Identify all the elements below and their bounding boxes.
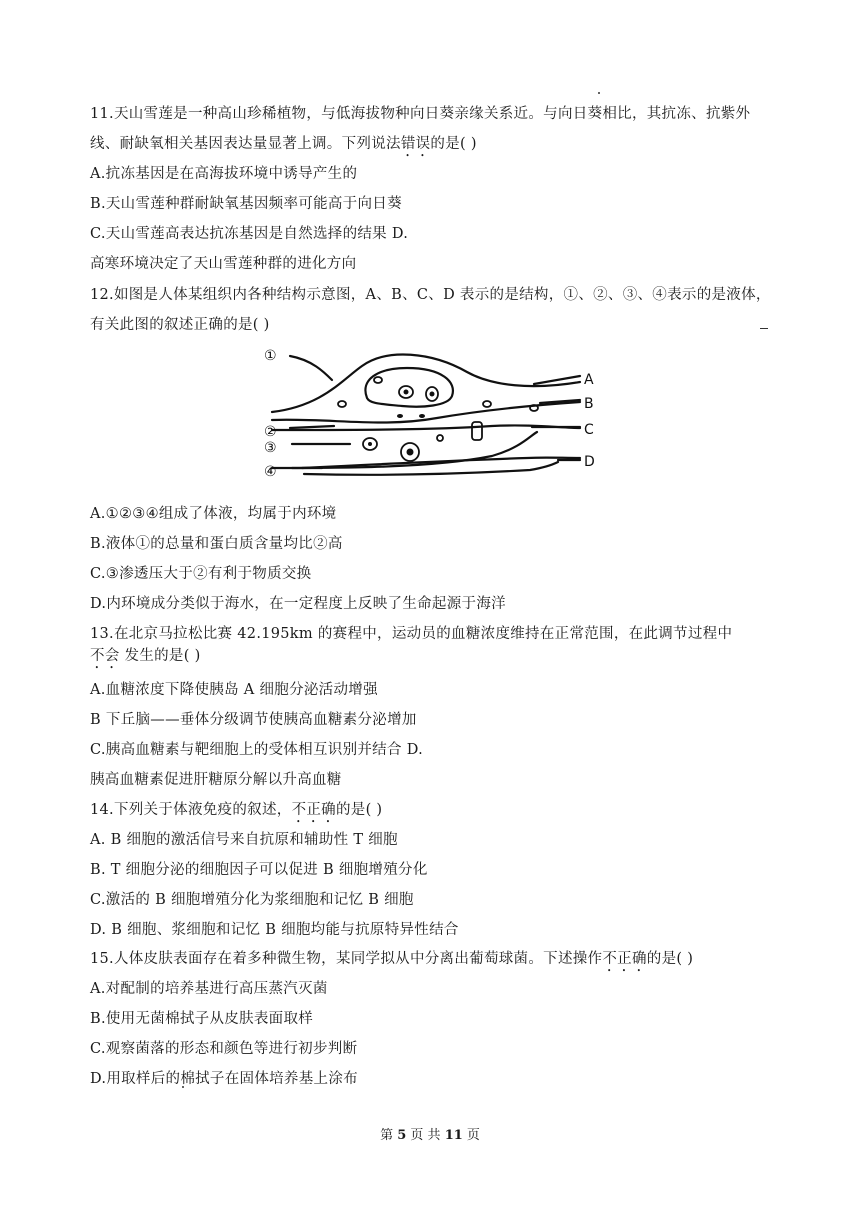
q12-option-c: C.③渗透压大于②有利于物质交换 <box>90 566 312 582</box>
q11-option-b: B.天山雪莲种群耐缺氧基因频率可能高于向日葵 <box>90 196 402 212</box>
label-structure-a: A <box>584 372 594 388</box>
footer-suffix: 页 <box>466 1128 480 1143</box>
q11-option-a: A.抗冻基因是在高海拔环境中诱导产生的 <box>90 166 358 182</box>
q14-option-d: D. B 细胞、浆细胞和记忆 B 细胞均能与抗原特异性结合 <box>90 922 459 938</box>
q13-option-d: 胰高血糖素促进肝糖原分解以升高血糖 <box>90 772 342 788</box>
q12-option-a: A.①②③④组成了体液，均属于内环境 <box>90 506 337 522</box>
footer-prefix: 第 <box>380 1128 394 1143</box>
q15-stem-tail: 的是( ) <box>646 951 694 967</box>
label-structure-c: C <box>584 422 594 438</box>
page-footer <box>0 1124 860 1143</box>
q14-stem-tail: 的是( ) <box>335 802 383 818</box>
q15-option-a: A.对配制的培养基进行高压蒸汽灭菌 <box>90 981 328 997</box>
q15-stem <box>90 947 693 975</box>
q12-option-d: D.内环境成分类似于海水，在一定程度上反映了生命起源于海洋 <box>90 596 506 612</box>
q14-stem-text: 14.下列关于体液免疫的叙述， <box>90 802 292 818</box>
label-fluid-2: ② <box>264 424 277 440</box>
q13-option-b: B 下丘脑——垂体分级调节使胰高血糖素分泌增加 <box>90 712 417 728</box>
q14-emphasis: 不正确 <box>291 802 336 818</box>
q13-stem-tail: 发生的是( ) <box>119 648 201 664</box>
q11-stem-tail: 的是( ) <box>430 136 477 152</box>
q12-stem-line1: 12.如图是人体某组织内各种结构示意图，A、B、C、D 表示的是结构，①、②、③、④表示的是液体， <box>90 287 771 303</box>
footer-middle: 页 共 <box>410 1128 441 1143</box>
q11-option-d: 高寒环境决定了天山雪莲种群的进化方向 <box>90 256 357 272</box>
q13-option-c: C.胰高血糖素与靶细胞上的受体相互识别并结合 D. <box>90 742 424 758</box>
footer-total-pages: 11 <box>444 1128 463 1143</box>
q11-emphasis: 错误 <box>400 136 431 152</box>
stray-mark-top <box>598 92 600 94</box>
q15-stem-text: 15.人体皮肤表面存在着多种微生物，某同学拟从中分离出葡萄球菌。下述操作 <box>90 951 603 967</box>
q14-option-c: C.激活的 B 细胞增殖分化为浆细胞和记忆 B 细胞 <box>90 892 414 908</box>
label-structure-b: B <box>584 396 594 412</box>
label-structure-d: D <box>584 454 595 470</box>
label-fluid-4: ④ <box>264 464 277 480</box>
footer-page-number: 5 <box>397 1128 407 1143</box>
q13-emphasis: 不会 <box>90 648 120 664</box>
q15-option-d: D.用取样后的棉拭子在固体培养基上涂布 <box>90 1071 358 1087</box>
q11-stem-line1: 11.天山雪莲是一种高山珍稀植物，与低海拔物种向日葵亲缘关系近。与向日葵相比，其抗冻、抗紫外 <box>90 106 751 122</box>
label-fluid-1: ① <box>264 348 277 364</box>
q13-option-a: A.血糖浓度下降使胰岛 A 细胞分泌活动增强 <box>90 682 378 698</box>
q13-stem-line1: 13.在北京马拉松比赛 42.195km 的赛程中，运动员的血糖浓度维持在正常范围，在此调节过程中 <box>90 626 733 642</box>
q11-stem-line2 <box>90 132 477 160</box>
q14-stem <box>90 798 382 826</box>
stray-dash-right <box>760 328 768 329</box>
q12-stem-line2: 有关此图的叙述正确的是( ) <box>90 317 270 333</box>
tissue-structure-diagram <box>262 340 602 490</box>
q14-option-b: B. T 细胞分泌的细胞因子可以促进 B 细胞增殖分化 <box>90 862 428 878</box>
q15-option-b: B.使用无菌棉拭子从皮肤表面取样 <box>90 1011 314 1027</box>
q11-stem-text: 线、耐缺氧相关基因表达量显著上调。下列说法 <box>90 136 401 152</box>
label-fluid-3: ③ <box>264 440 277 456</box>
q11-option-c: C.天山雪莲高表达抗冻基因是自然选择的结果 D. <box>90 226 409 242</box>
q14-option-a: A. B 细胞的激活信号来自抗原和辅助性 T 细胞 <box>90 832 398 848</box>
q15-emphasis: 不正确 <box>602 951 647 967</box>
q13-stem-line2 <box>90 644 201 672</box>
q15-option-c: C.观察菌落的形态和颜色等进行初步判断 <box>90 1041 358 1057</box>
q12-option-b: B.液体①的总量和蛋白质含量均比②高 <box>90 536 343 552</box>
